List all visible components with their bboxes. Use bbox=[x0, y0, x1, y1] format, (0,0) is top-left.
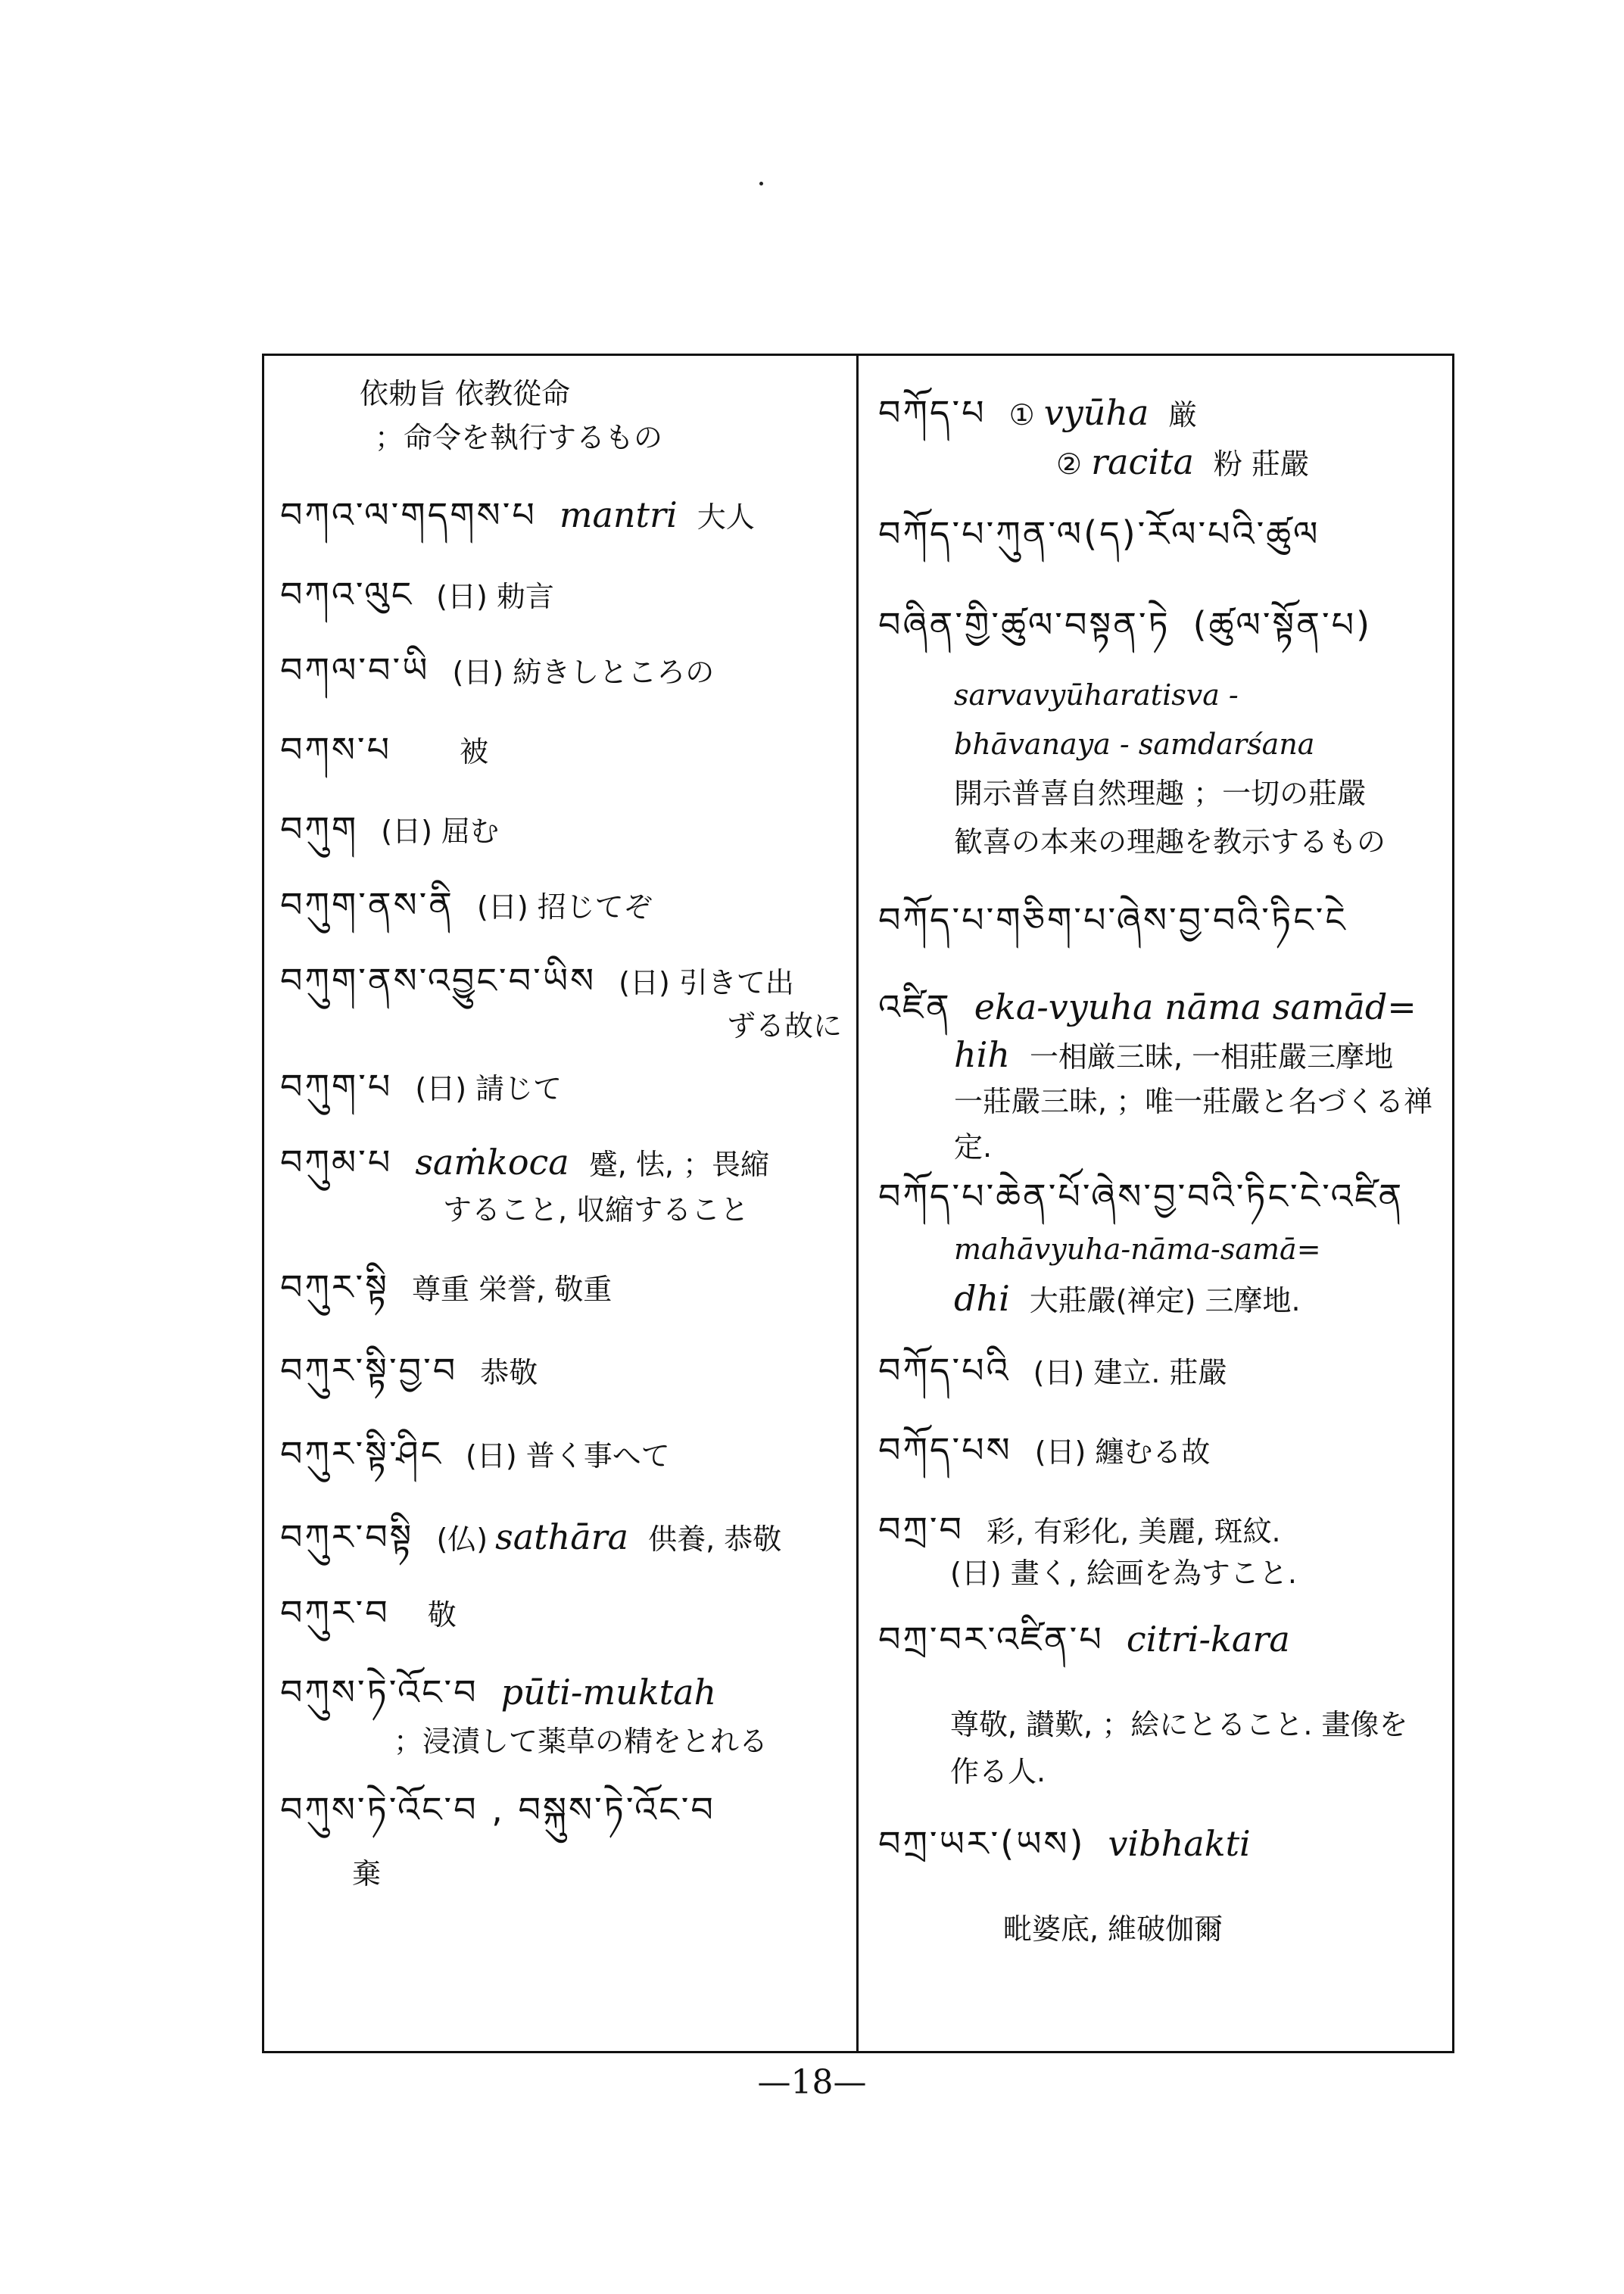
japanese-gloss: 一莊嚴三昧, ；唯一莊嚴と名づくる禅 bbox=[954, 1085, 1433, 1118]
entry-heading-continued: 依勅旨 依教從命 bbox=[360, 377, 571, 410]
dictionary-entry bbox=[280, 1594, 840, 1634]
dictionary-entry bbox=[280, 1435, 840, 1475]
sanskrit-term: sarvavyūharatisva - bbox=[954, 678, 1239, 712]
tibetan-headword: བཀོད་པས bbox=[878, 1429, 1012, 1470]
dictionary-entry bbox=[878, 515, 1439, 555]
dictionary-entry bbox=[280, 731, 840, 771]
tibetan-headword: བཀྲ་བར་འཛིན་པ bbox=[878, 1619, 1104, 1660]
tibetan-headword: བཀའ་ལུང bbox=[280, 574, 414, 615]
sanskrit-term: mahāvyuha-nāma-samā= bbox=[954, 1233, 1321, 1266]
sanskrit-term: bhāvanaya - samdarśana bbox=[954, 728, 1315, 761]
dictionary-entry bbox=[878, 394, 1439, 434]
tibetan-headword: བཀུར་སྟི bbox=[280, 1267, 389, 1308]
japanese-gloss: 粉 莊嚴 bbox=[1213, 447, 1309, 481]
tibetan-headword: བཀུག་ནས་འབྱུང་བ་ཡིས bbox=[280, 960, 597, 1001]
dictionary-entry bbox=[280, 651, 840, 691]
japanese-gloss: (日) 畫く, 絵画を為すこと. bbox=[950, 1557, 1297, 1590]
japanese-gloss: 作る人. bbox=[950, 1755, 1046, 1788]
tibetan-headword: བཀོད་པ bbox=[878, 392, 987, 433]
japanese-gloss: 厳 bbox=[1168, 398, 1198, 432]
japanese-gloss: 定. bbox=[954, 1130, 993, 1164]
dictionary-entry bbox=[280, 575, 840, 616]
tibetan-headword: བཀུས་ཏེ་འོང་བ , བསྐུས་ཏེ་འོང་བ bbox=[280, 1789, 715, 1830]
sanskrit-term: saṁkoca bbox=[415, 1142, 569, 1183]
tibetan-headword: འཛིན bbox=[878, 986, 952, 1027]
dictionary-entry bbox=[878, 1510, 1439, 1551]
dictionary-entry bbox=[280, 810, 840, 850]
japanese-gloss: 開示普喜自然理趣 ；一切の莊嚴 bbox=[954, 777, 1367, 810]
gloss-continuation: すること, 収縮すること bbox=[443, 1193, 750, 1226]
tibetan-headword: བཀུག་ནས་ནི bbox=[280, 884, 454, 925]
japanese-gloss: (日) 招じてぞ bbox=[477, 890, 653, 924]
tibetan-headword: བཀུམ་པ bbox=[280, 1142, 393, 1183]
japanese-gloss: (日) 建立. 莊嚴 bbox=[1033, 1356, 1227, 1389]
tibetan-headword: བཀུག་པ bbox=[280, 1066, 393, 1107]
japanese-gloss: (日) 屈む bbox=[381, 815, 499, 848]
sanskrit-term: hih bbox=[954, 1034, 1010, 1075]
tibetan-headword: བཀུས་ཏེ་འོང་བ bbox=[280, 1672, 478, 1713]
dictionary-entry bbox=[878, 606, 1439, 646]
tibetan-headword: བཀའ་ལ་གདགས་པ bbox=[280, 494, 537, 535]
entry-note: ；命令を執行するもの bbox=[375, 421, 663, 454]
tibetan-headword: བཀས་པ bbox=[280, 729, 392, 770]
tibetan-headword: བཀྲ་ཡར་(ཡས) bbox=[878, 1823, 1086, 1864]
tibetan-headword: བཀུར་བ bbox=[280, 1592, 390, 1633]
tibetan-headword: བཀུར་སྟི་བྱ་བ bbox=[280, 1350, 458, 1391]
japanese-gloss: 大莊嚴(禅定) 三摩地. bbox=[1029, 1284, 1301, 1317]
dictionary-entry bbox=[280, 1268, 840, 1308]
tibetan-headword: བཞིན་གྱི་ཚུལ་བསྟན་ཏེ bbox=[878, 604, 1170, 645]
tibetan-headword: བཀུར་བསྟི bbox=[280, 1516, 414, 1557]
japanese-gloss: (日) 勅言 bbox=[436, 580, 554, 613]
dictionary-entry bbox=[878, 1825, 1439, 1865]
dictionary-entry bbox=[280, 1518, 840, 1558]
japanese-gloss: 蹙, 怯, ；畏縮 bbox=[588, 1148, 770, 1181]
dictionary-sense bbox=[1056, 443, 1309, 483]
japanese-gloss: 尊重 栄誉, 敬重 bbox=[411, 1273, 613, 1306]
sanskrit-term: vibhakti bbox=[1108, 1823, 1251, 1864]
sense-number: ① bbox=[1008, 398, 1035, 432]
dictionary-entry bbox=[280, 886, 840, 926]
tibetan-headword: བཀོད་པ་ཀུན་ལ(ད)་རོལ་པའི་ཚུལ bbox=[878, 513, 1320, 554]
dictionary-entry bbox=[280, 1351, 840, 1392]
sanskrit-term: citri-kara bbox=[1126, 1619, 1290, 1660]
dictionary-entry bbox=[878, 901, 1439, 941]
gloss-continuation: 棄 bbox=[352, 1857, 382, 1890]
category-label: (仏) bbox=[436, 1523, 488, 1556]
dictionary-entry bbox=[280, 1673, 840, 1713]
japanese-gloss: 毗婆底, 維破伽爾 bbox=[1003, 1912, 1223, 1946]
japanese-gloss: (日) 普く事へて bbox=[466, 1439, 670, 1473]
sense-number: ② bbox=[1056, 447, 1083, 481]
japanese-gloss: 歓喜の本来の理趣を教示するもの bbox=[954, 825, 1386, 859]
dictionary-entry bbox=[878, 1431, 1439, 1471]
dictionary-sense bbox=[954, 1279, 1301, 1320]
sanskrit-term: pūti-muktah bbox=[500, 1672, 717, 1713]
dictionary-entry bbox=[878, 1177, 1439, 1217]
japanese-gloss: 被 bbox=[460, 735, 489, 768]
ink-speck bbox=[759, 182, 763, 185]
tibetan-headword: བཀུར་སྟི་ཤིང bbox=[280, 1433, 443, 1474]
japanese-gloss: 恭敬 bbox=[480, 1356, 538, 1389]
page-number: —18— bbox=[757, 2063, 867, 2102]
tibetan-headword: བཀོད་པའི bbox=[878, 1350, 1011, 1391]
dictionary-entry bbox=[280, 1791, 840, 1831]
dictionary-entry bbox=[878, 1620, 1439, 1660]
tibetan-variant: (ཚུལ་སྟོན་པ) bbox=[1192, 604, 1373, 645]
dictionary-entry bbox=[878, 1351, 1439, 1392]
sanskrit-term: racita bbox=[1091, 441, 1194, 482]
tibetan-headword: བཀོད་པ་ཆེན་པོ་ཞེས་བྱ་བའི་ཏིང་ངེ་འཛིན bbox=[878, 1176, 1404, 1217]
tibetan-headword: བཀོད་པ་གཅིག་པ་ཞེས་བྱ་བའི་ཏིང་ངེ bbox=[878, 899, 1348, 940]
dictionary-entry bbox=[280, 1143, 840, 1183]
dictionary-entry bbox=[280, 962, 840, 1002]
dictionary-entry bbox=[878, 988, 1439, 1028]
japanese-gloss: 敬 bbox=[427, 1598, 457, 1632]
dictionary-entry bbox=[280, 1068, 840, 1108]
japanese-gloss: (日) 引きて出 bbox=[619, 966, 794, 999]
dictionary-sense bbox=[954, 1036, 1393, 1076]
tibetan-headword: བཀུག bbox=[280, 809, 359, 849]
tibetan-headword: བཀལ་བ་ཡི bbox=[280, 650, 430, 690]
japanese-gloss: 供養, 恭敬 bbox=[648, 1523, 782, 1556]
tibetan-headword: བཀྲ་བ bbox=[878, 1509, 965, 1550]
sanskrit-term: eka-vyuha nāma samād= bbox=[974, 986, 1417, 1027]
japanese-gloss: (日) 請じて bbox=[415, 1072, 563, 1105]
sanskrit-term: dhi bbox=[954, 1278, 1010, 1319]
japanese-gloss: 尊敬, 讃歎, ；絵にとること. 畫像を bbox=[950, 1708, 1408, 1741]
japanese-gloss: (日) 纏むる故 bbox=[1034, 1435, 1211, 1469]
sanskrit-term: sathāra bbox=[495, 1516, 629, 1557]
gloss-continuation: ずる故に bbox=[727, 1009, 843, 1043]
japanese-gloss: 一相厳三昧, 一相莊嚴三摩地 bbox=[1029, 1040, 1394, 1074]
sanskrit-term: vyūha bbox=[1043, 392, 1149, 433]
japanese-gloss: (日) 紡きしところの bbox=[452, 656, 715, 689]
sanskrit-term: mantri bbox=[559, 494, 678, 535]
japanese-gloss: 彩, 有彩化, 美麗, 斑紋. bbox=[987, 1515, 1281, 1548]
dictionary-entry bbox=[280, 496, 840, 536]
japanese-gloss: 大人 bbox=[697, 500, 755, 534]
column-divider bbox=[856, 354, 859, 2053]
gloss-continuation: ；浸漬して薬草の精をとれる bbox=[394, 1725, 768, 1758]
